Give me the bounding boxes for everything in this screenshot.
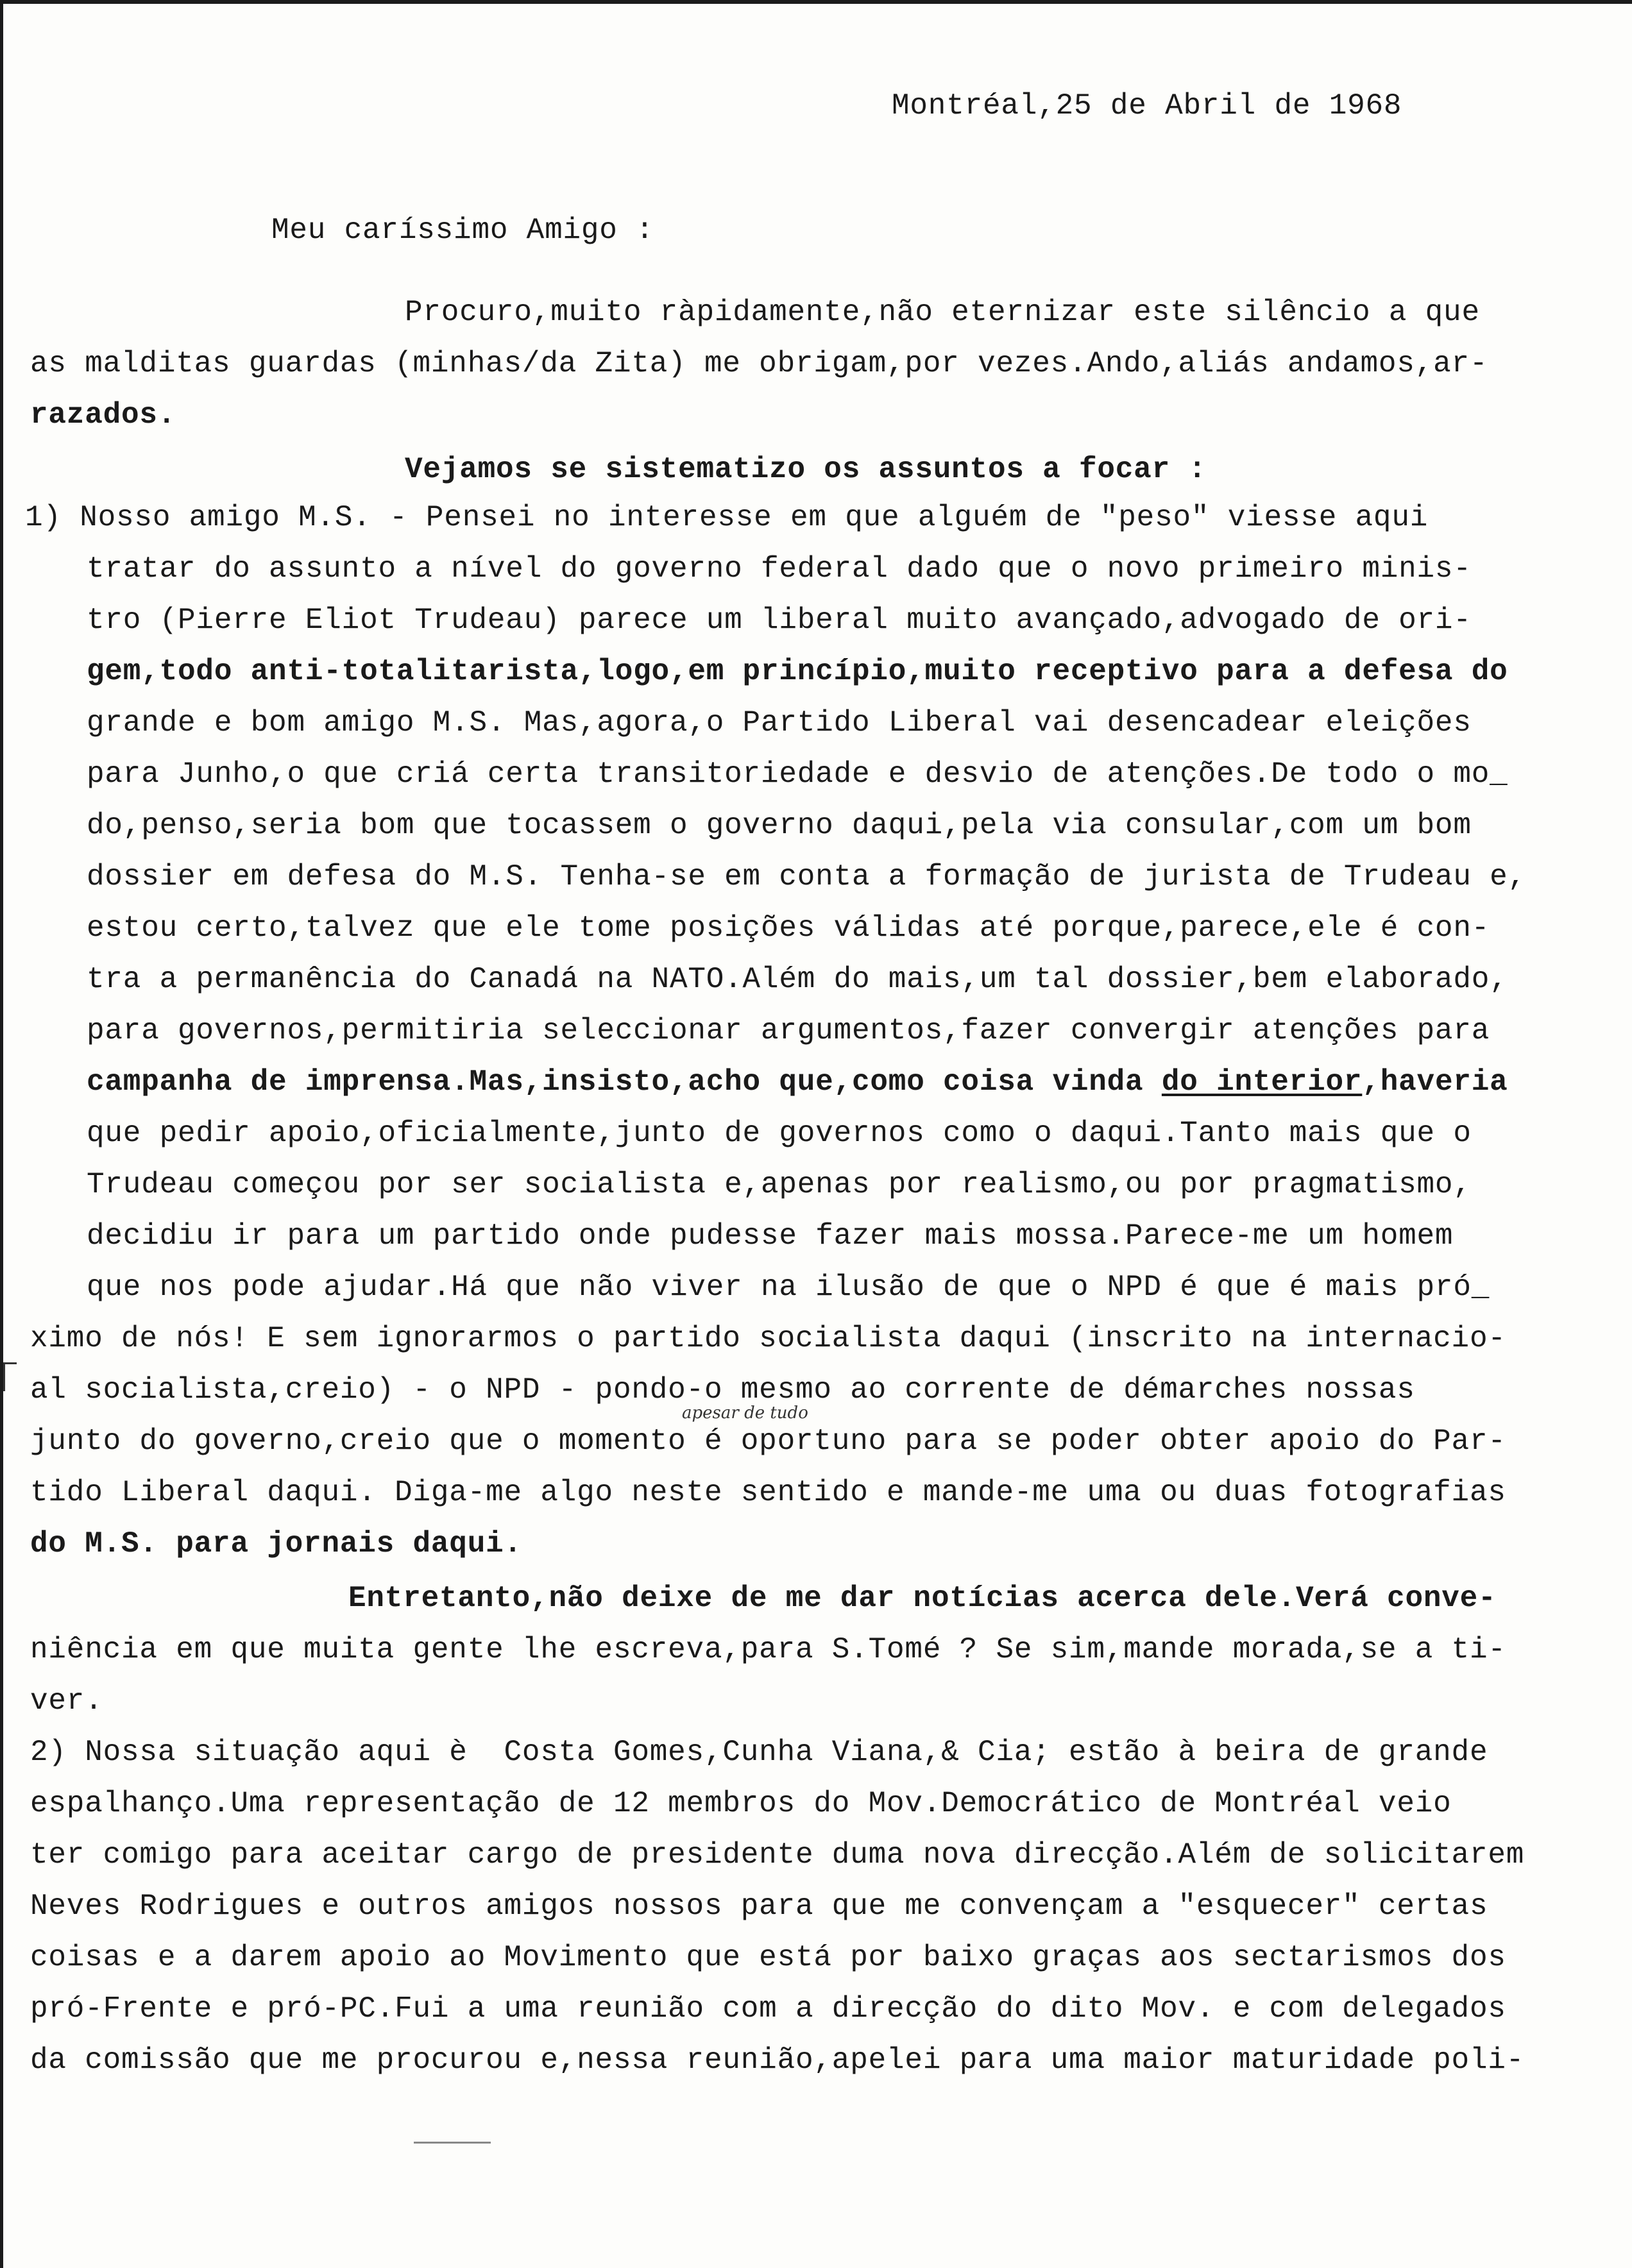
letter-line: ter comigo para aceitar cargo de presidente duma nova direcção.Além de solicitarem xyxy=(30,1838,1525,1872)
letter-line: que pedir apoio,oficialmente,junto de governos como o daqui.Tanto mais que o xyxy=(87,1117,1472,1150)
letter-line: razados. xyxy=(30,398,176,432)
letter-line: Neves Rodrigues e outros amigos nossos para que me convençam a "esquecer" certas xyxy=(30,1890,1488,1923)
letter-line: estou certo,talvez que ele tome posições válidas até porque,parece,ele é con- xyxy=(87,911,1490,945)
letter-line: coisas e a darem apoio ao Movimento que está por baixo graças aos sectarismos dos xyxy=(30,1941,1506,1974)
letter-line: para governos,permitiria seleccionar argumentos,fazer convergir atenções para xyxy=(87,1014,1490,1047)
letter-line: que nos pode ajudar.Há que não viver na ilusão de que o NPD é que é mais pró_ xyxy=(87,1271,1490,1304)
letter-line: pró-Frente e pró-PC.Fui a uma reunião com a direcção do dito Mov. e com delegados xyxy=(30,1992,1506,2026)
letter-line: do M.S. para jornais daqui. xyxy=(30,1527,522,1561)
line-text: campanha de imprensa.Mas,insisto,acho que,como coisa vinda xyxy=(87,1065,1162,1099)
letter-line: para Junho,o que criá certa transitoriedade e desvio de atenções.De todo o mo_ xyxy=(87,757,1508,791)
letter-line: Entretanto,não deixe de me dar notícias acerca dele.Verá conve- xyxy=(348,1582,1497,1615)
letter-line: niência em que muita gente lhe escreva,para S.Tomé ? Se sim,mande morada,se a ti- xyxy=(30,1633,1506,1666)
underlined-phrase: do interior xyxy=(1161,1065,1363,1099)
letter-line: Procuro,muito ràpidamente,não eternizar este silêncio a que xyxy=(405,296,1480,329)
letter-line: ver. xyxy=(30,1684,103,1718)
letter-line: da comissão que me procurou e,nessa reunião,apelei para uma maior maturidade poli- xyxy=(30,2044,1525,2077)
letter-line xyxy=(87,1067,1508,1097)
salutation: Meu caríssimo Amigo : xyxy=(271,214,654,247)
line-text: ,haveria xyxy=(1362,1065,1508,1099)
page-divider xyxy=(414,2142,491,2144)
letter-line: al socialista,creio) - o NPD - pondo-o mesmo ao corrente de démarches nossas xyxy=(30,1373,1415,1407)
letter-line: tro (Pierre Eliot Trudeau) parece um liberal muito avançado,advogado de ori- xyxy=(87,604,1472,637)
letter-line: 1) Nosso amigo M.S. - Pensei no interesse em que alguém de "peso" viesse aqui xyxy=(25,501,1429,534)
letter-line: grande e bom amigo M.S. Mas,agora,o Partido Liberal vai desencadear eleições xyxy=(87,706,1472,740)
letter-line: Vejamos se sistematizo os assuntos a focar : xyxy=(405,453,1207,486)
letter-line: tido Liberal daqui. Diga-me algo neste sentido e mande-me uma ou duas fotografias xyxy=(30,1476,1506,1509)
letter-line: as malditas guardas (minhas/da Zita) me obrigam,por vezes.Ando,aliás andamos,ar- xyxy=(30,347,1488,380)
letter-line: tra a permanência do Canadá na NATO.Além do mais,um tal dossier,bem elaborado, xyxy=(87,963,1508,996)
margin-mark xyxy=(3,1362,17,1391)
letter-line: gem,todo anti-totalitarista,logo,em princípio,muito receptivo para a defesa do xyxy=(87,655,1508,688)
letter-line: decidiu ir para um partido onde pudesse fazer mais mossa.Parece-me um homem xyxy=(87,1219,1454,1253)
letter-line: junto do governo,creio que o momento é oportuno para se poder obter apoio do Par- xyxy=(30,1425,1506,1458)
letter-line: Trudeau começou por ser socialista e,apenas por realismo,ou por pragmatismo, xyxy=(87,1168,1472,1201)
handwritten-note: apesar de tudo xyxy=(682,1403,808,1423)
letter-line: dossier em defesa do M.S. Tenha-se em conta a formação de jurista de Trudeau e, xyxy=(87,860,1526,893)
letter-line: 2) Nossa situação aqui è Costa Gomes,Cunha Viana,& Cia; estão à beira de grande xyxy=(30,1736,1488,1769)
letter-line: tratar do assunto a nível do governo federal dado que o novo primeiro minis- xyxy=(87,552,1472,586)
date-line: Montréal,25 de Abril de 1968 xyxy=(892,89,1402,123)
letter-line: do,penso,seria bom que tocassem o governo daqui,pela via consular,com um bom xyxy=(87,809,1472,842)
letter-line: ximo de nós! E sem ignorarmos o partido socialista daqui (inscrito na internacio- xyxy=(30,1322,1506,1355)
letter-line: espalhanço.Uma representação de 12 membros do Mov.Democrático de Montréal veio xyxy=(30,1787,1452,1820)
